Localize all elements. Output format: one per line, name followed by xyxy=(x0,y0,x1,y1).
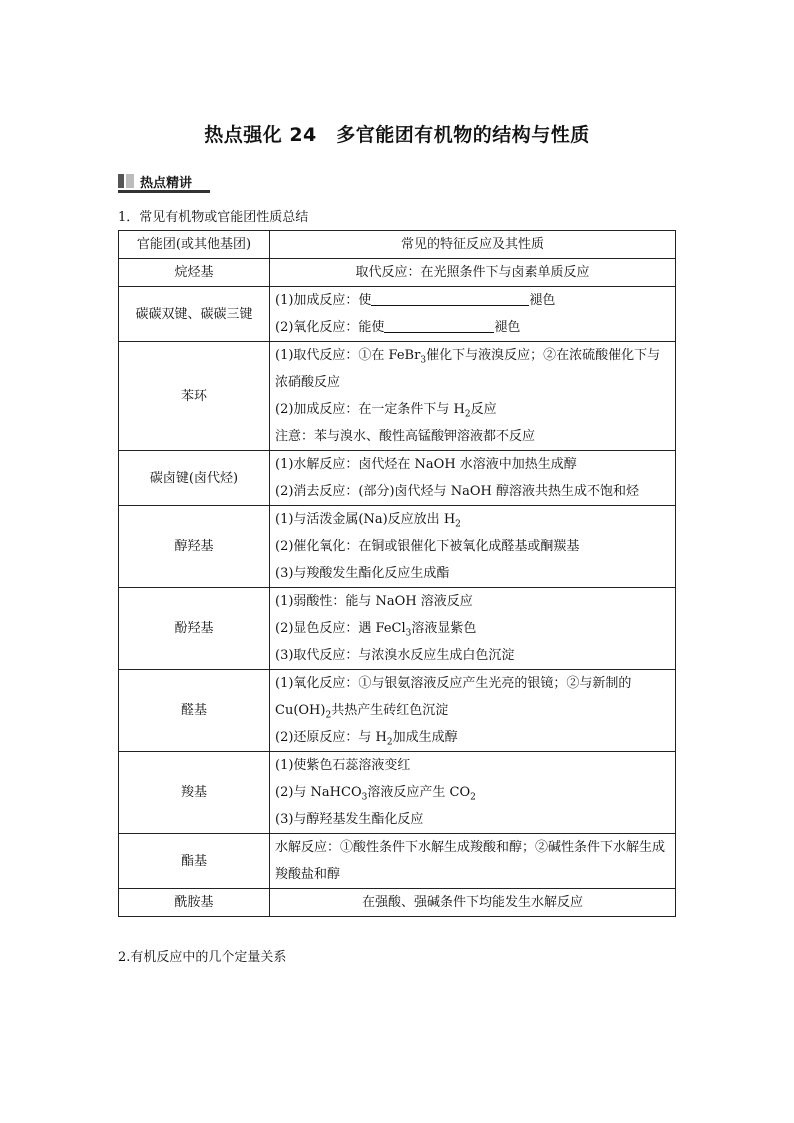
group-name: 醛基 xyxy=(119,670,270,752)
property-text: (1)与活泼金属(Na)反应放出 $H_2$ (2)催化氧化：在铜或银催化下被氧化成醛基或酮羰基 (3)与羧酸发生酯化反应生成酯 xyxy=(270,506,676,588)
property-text: 取代反应：在光照条件下与卤素单质反应 xyxy=(270,259,676,287)
table-row xyxy=(119,259,676,287)
group-name: 苯环 xyxy=(119,342,270,451)
group-name: 酚羟基 xyxy=(119,588,270,670)
property-text: 水解反应：①酸性条件下水解生成羧酸和醇；②碱性条件下水解生成羧酸盐和醇 xyxy=(270,834,676,889)
table-row xyxy=(119,342,676,451)
fill-blank xyxy=(371,291,529,306)
table-row xyxy=(119,670,676,752)
section-marker-icon xyxy=(118,174,134,188)
heading-2: 2.有机反应中的几个定量关系 xyxy=(118,950,287,965)
page-title: 热点强化 24 多官能团有机物的结构与性质 xyxy=(204,124,590,146)
property-text: (1)弱酸性：能与 NaOH 溶液反应 (2)显色反应：遇 FeCl$_3$溶液显紫色 (3)取代反应：与浓溴水反应生成白色沉淀 xyxy=(270,588,676,670)
table-row xyxy=(119,506,676,588)
group-name: 烷烃基 xyxy=(119,259,270,287)
heading-1: 1．常见有机物或官能团性质总结 xyxy=(118,210,309,225)
property-text: (1)取代反应：①在 FeBr$_3$催化下与液溴反应；②在浓硫酸催化下与浓硝酸反应 (2)加成反应：在一定条件下与 $H_2$反应 注意：苯与溴水、酸性高锰酸钾溶液都不反应 xyxy=(270,342,676,451)
table-header-row xyxy=(119,231,676,259)
group-name: 醇羟基 xyxy=(119,506,270,588)
header-cell-properties: 常见的特征反应及其性质 xyxy=(270,231,676,259)
table-row xyxy=(119,588,676,670)
group-name: 酯基 xyxy=(119,834,270,889)
property-text: (1)使紫色石蕊溶液变红 (2)与 NaHCO$_3$溶液反应产生 $CO_2$ (3)与醇羟基发生酯化反应 xyxy=(270,752,676,834)
property-text: 在强酸、强碱条件下均能发生水解反应 xyxy=(270,889,676,917)
table-row xyxy=(119,889,676,917)
section-tag xyxy=(118,173,192,189)
property-text: (1)氧化反应：①与银氨溶液反应产生光亮的银镜；②与新制的 $Cu(OH)_2$共热产生砖红色沉淀 (2)还原反应：与 $H_2$加成生成醇 xyxy=(270,670,676,752)
functional-group-table xyxy=(118,230,676,917)
table-row xyxy=(119,752,676,834)
group-name: 碳碳双键、碳碳三键 xyxy=(119,287,270,342)
table-row xyxy=(119,287,676,342)
group-name: 羧基 xyxy=(119,752,270,834)
property-text: (1)水解反应：卤代烃在 NaOH 水溶液中加热生成醇 (2)消去反应：(部分)卤代烃与 NaOH 醇溶液共热生成不饱和烃 xyxy=(270,451,676,506)
fill-blank xyxy=(384,318,494,333)
header-cell-group: 官能团(或其他基团) xyxy=(119,231,270,259)
table-row xyxy=(119,834,676,889)
group-name: 碳卤键(卤代烃) xyxy=(119,451,270,506)
property-text: (1)加成反应：使 褪色 (2)氧化反应：能使 褪色 xyxy=(270,287,676,342)
section-underline xyxy=(118,190,210,193)
section-label: 热点精讲 xyxy=(140,175,193,191)
table-row xyxy=(119,451,676,506)
group-name: 酰胺基 xyxy=(119,889,270,917)
